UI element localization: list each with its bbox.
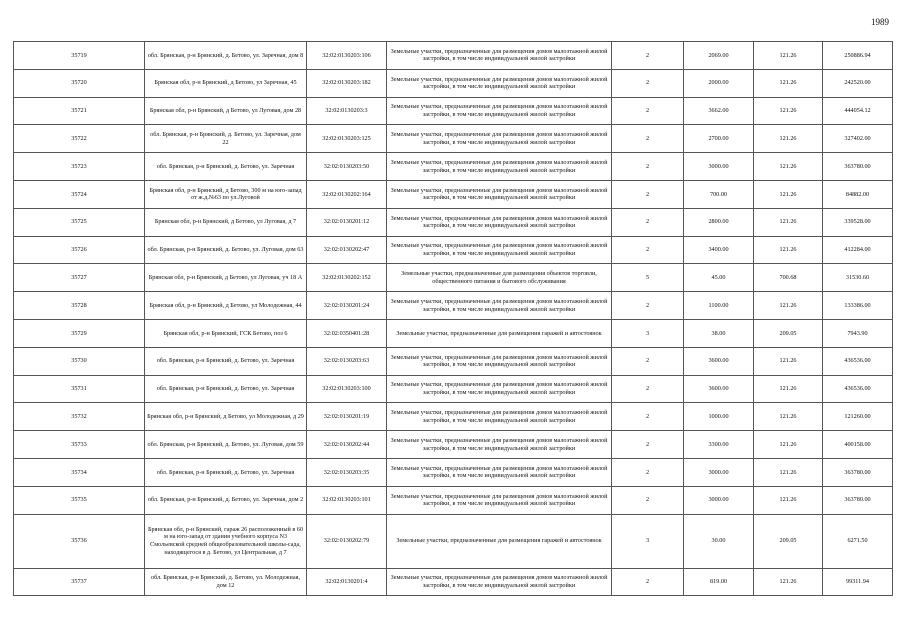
- group-number-cell: 2: [612, 403, 684, 431]
- cadastral-value-cell: 327402.00: [823, 125, 893, 153]
- row-number-cell: 35719: [14, 42, 145, 70]
- row-number-cell: 35723: [14, 153, 145, 181]
- area-cell: 30.00: [684, 514, 754, 568]
- address-cell: Брянская обл, р-н Брянский, д Бетово, ул Заречная, 45: [145, 69, 307, 97]
- area-cell: 2700.00: [684, 125, 754, 153]
- specific-value-cell: 121.26: [754, 375, 823, 403]
- row-number-cell: 35729: [14, 319, 145, 347]
- specific-value-cell: 121.26: [754, 153, 823, 181]
- row-number-cell: 35731: [14, 375, 145, 403]
- group-number-cell: 2: [612, 153, 684, 181]
- address-cell: Брянская обл, р-н Брянский, гараж 26 расположенный в 60 м на юго-запад от здания учебного корпуса N3 Смольевской средней общеобразовательной школы-сада, находящегося в д. Бетово, ул Центральная, д 7: [145, 514, 307, 568]
- specific-value-cell: 209.05: [754, 514, 823, 568]
- cadastral-number-cell: 32:02:0130201:4: [307, 568, 387, 596]
- table-row: [14, 568, 893, 596]
- address-cell: обл. Брянская, р-н Брянский, д. Бетово, ул. Заречная, дом 22: [145, 125, 307, 153]
- group-number-cell: 2: [612, 458, 684, 486]
- cadastral-value-cell: 84882.00: [823, 180, 893, 208]
- table-row: [14, 180, 893, 208]
- table-body: [14, 42, 893, 596]
- row-number-cell: 35721: [14, 97, 145, 125]
- land-use-cell: Земельные участки, предназначенные для размещения домов малоэтажной жилой застройки, в том числе индивидуальной жилой застройки: [387, 486, 612, 514]
- row-number-cell: 35730: [14, 347, 145, 375]
- row-number-cell: 35725: [14, 208, 145, 236]
- area-cell: 1100.00: [684, 292, 754, 320]
- row-number-cell: 35734: [14, 458, 145, 486]
- group-number-cell: 2: [612, 42, 684, 70]
- land-use-cell: Земельные участки, предназначенные для размещения домов малоэтажной жилой застройки, в том числе индивидуальной жилой застройки: [387, 125, 612, 153]
- cadastral-value-cell: 133386.00: [823, 292, 893, 320]
- table-row: [14, 208, 893, 236]
- land-use-cell: Земельные участки, предназначенные для размещения объектов торговли, общественного питания и бытового обслуживания: [387, 264, 612, 292]
- address-cell: Брянская обл, р-н Брянский, д Бетово, ул Луговая, уч 18 А: [145, 264, 307, 292]
- land-use-cell: Земельные участки, предназначенные для размещения домов малоэтажной жилой застройки, в том числе индивидуальной жилой застройки: [387, 458, 612, 486]
- cadastral-value-cell: 242520.00: [823, 69, 893, 97]
- address-cell: обл. Брянская, р-н Брянский, д. Бетово, ул. Заречная: [145, 153, 307, 181]
- cadastral-value-cell: 99311.94: [823, 568, 893, 596]
- row-number-cell: 35737: [14, 568, 145, 596]
- cadastral-number-cell: 32:02:0130202:47: [307, 236, 387, 264]
- table-row: [14, 514, 893, 568]
- area-cell: 2800.00: [684, 208, 754, 236]
- cadastral-value-cell: 436536.00: [823, 347, 893, 375]
- cadastral-number-cell: 32:02:0130203:63: [307, 347, 387, 375]
- specific-value-cell: 121.26: [754, 431, 823, 459]
- address-cell: обл. Брянская, р-н Брянский, д. Бетово, ул. Молодежная, дом 12: [145, 568, 307, 596]
- specific-value-cell: 121.26: [754, 292, 823, 320]
- cadastral-value-cell: 7943.90: [823, 319, 893, 347]
- land-use-cell: Земельные участки, предназначенные для размещения гаражей и автостоянок: [387, 514, 612, 568]
- row-number-cell: 35726: [14, 236, 145, 264]
- group-number-cell: 2: [612, 180, 684, 208]
- specific-value-cell: 121.26: [754, 180, 823, 208]
- cadastral-value-cell: 339528.00: [823, 208, 893, 236]
- table-row: [14, 347, 893, 375]
- table-row: [14, 292, 893, 320]
- row-number-cell: 35728: [14, 292, 145, 320]
- land-use-cell: Земельные участки, предназначенные для размещения гаражей и автостоянок: [387, 319, 612, 347]
- specific-value-cell: 121.26: [754, 125, 823, 153]
- area-cell: 700.00: [684, 180, 754, 208]
- land-use-cell: Земельные участки, предназначенные для размещения домов малоэтажной жилой застройки, в том числе индивидуальной жилой застройки: [387, 42, 612, 70]
- address-cell: Брянская обл, р-н Брянский, ГСК Бетово, поз 6: [145, 319, 307, 347]
- land-use-cell: Земельные участки, предназначенные для размещения домов малоэтажной жилой застройки, в том числе индивидуальной жилой застройки: [387, 431, 612, 459]
- cadastral-value-cell: 363780.00: [823, 486, 893, 514]
- group-number-cell: 2: [612, 375, 684, 403]
- cadastral-value-cell: 31530.60: [823, 264, 893, 292]
- cadastral-value-cell: 400158.00: [823, 431, 893, 459]
- address-cell: обл. Брянская, р-н Брянский, д. Бетово, ул. Заречная: [145, 347, 307, 375]
- land-use-cell: Земельные участки, предназначенные для размещения домов малоэтажной жилой застройки, в том числе индивидуальной жилой застройки: [387, 69, 612, 97]
- specific-value-cell: 700.68: [754, 264, 823, 292]
- area-cell: 2069.00: [684, 42, 754, 70]
- land-use-cell: Земельные участки, предназначенные для размещения домов малоэтажной жилой застройки, в том числе индивидуальной жилой застройки: [387, 292, 612, 320]
- table-row: [14, 97, 893, 125]
- cadastral-number-cell: 32:02:0130202:164: [307, 180, 387, 208]
- address-cell: Брянская обл, р-н Брянский, д Бетово, ул Молодежная, д 29: [145, 403, 307, 431]
- group-number-cell: 3: [612, 319, 684, 347]
- cadastral-number-cell: 32:02:0350401:28: [307, 319, 387, 347]
- specific-value-cell: 121.26: [754, 208, 823, 236]
- table-row: [14, 69, 893, 97]
- area-cell: 45.00: [684, 264, 754, 292]
- group-number-cell: 2: [612, 431, 684, 459]
- group-number-cell: 3: [612, 514, 684, 568]
- specific-value-cell: 121.26: [754, 236, 823, 264]
- table-row: [14, 431, 893, 459]
- area-cell: 3400.00: [684, 236, 754, 264]
- address-cell: Брянская обл, р-н Брянский, д Бетово, ул Молодежная, 44: [145, 292, 307, 320]
- cadastral-number-cell: 32:02:0130201:19: [307, 403, 387, 431]
- land-use-cell: Земельные участки, предназначенные для размещения домов малоэтажной жилой застройки, в том числе индивидуальной жилой застройки: [387, 180, 612, 208]
- address-cell: Брянская обл, р-н Брянский, д Бетово, 300 м на юго-запад от ж.д.№63 по ул.Луговой: [145, 180, 307, 208]
- group-number-cell: 2: [612, 486, 684, 514]
- land-use-cell: Земельные участки, предназначенные для размещения домов малоэтажной жилой застройки, в том числе индивидуальной жилой застройки: [387, 403, 612, 431]
- cadastral-value-cell: 436536.00: [823, 375, 893, 403]
- row-number-cell: 35733: [14, 431, 145, 459]
- specific-value-cell: 121.26: [754, 69, 823, 97]
- address-cell: Брянская обл, р-н Брянский, д Бетово, ул Луговая, д 7: [145, 208, 307, 236]
- area-cell: 3000.00: [684, 486, 754, 514]
- cadastral-value-cell: 250886.94: [823, 42, 893, 70]
- group-number-cell: 2: [612, 236, 684, 264]
- table-row: [14, 458, 893, 486]
- area-cell: 3300.00: [684, 431, 754, 459]
- row-number-cell: 35732: [14, 403, 145, 431]
- group-number-cell: 2: [612, 208, 684, 236]
- table-row: [14, 403, 893, 431]
- table-row: [14, 264, 893, 292]
- group-number-cell: 2: [612, 69, 684, 97]
- cadastral-number-cell: 32:02:0130203:100: [307, 375, 387, 403]
- row-number-cell: 35735: [14, 486, 145, 514]
- row-number-cell: 35727: [14, 264, 145, 292]
- address-cell: обл. Брянская, р-н Брянский, д. Бетово, ул. Луговая, дом 63: [145, 236, 307, 264]
- table-row: [14, 486, 893, 514]
- address-cell: Брянская обл, р-н Брянский, д Бетово, ул Луговая, дом 28: [145, 97, 307, 125]
- cadastral-value-cell: 363780.00: [823, 458, 893, 486]
- row-number-cell: 35736: [14, 514, 145, 568]
- area-cell: 38.00: [684, 319, 754, 347]
- specific-value-cell: 121.26: [754, 97, 823, 125]
- group-number-cell: 2: [612, 347, 684, 375]
- cadastral-value-cell: 6271.50: [823, 514, 893, 568]
- group-number-cell: 2: [612, 125, 684, 153]
- page-number: 1989: [871, 17, 889, 27]
- cadastral-number-cell: 32:02:0130203:125: [307, 125, 387, 153]
- area-cell: 3662.00: [684, 97, 754, 125]
- cadastral-number-cell: 32:02:0130203:3: [307, 97, 387, 125]
- table-row: [14, 375, 893, 403]
- address-cell: обл. Брянская, р-н Брянский, д. Бетово, ул. Заречная: [145, 458, 307, 486]
- cadastral-number-cell: 32:02:0130203:35: [307, 458, 387, 486]
- group-number-cell: 5: [612, 264, 684, 292]
- address-cell: обл. Брянская, р-н Брянский, д. Бетово, ул. Заречная: [145, 375, 307, 403]
- cadastral-value-table: [13, 41, 893, 596]
- land-use-cell: Земельные участки, предназначенные для размещения домов малоэтажной жилой застройки, в том числе индивидуальной жилой застройки: [387, 375, 612, 403]
- land-use-cell: Земельные участки, предназначенные для размещения домов малоэтажной жилой застройки, в том числе индивидуальной жилой застройки: [387, 97, 612, 125]
- land-use-cell: Земельные участки, предназначенные для размещения домов малоэтажной жилой застройки, в том числе индивидуальной жилой застройки: [387, 236, 612, 264]
- area-cell: 3000.00: [684, 458, 754, 486]
- group-number-cell: 2: [612, 568, 684, 596]
- specific-value-cell: 121.26: [754, 458, 823, 486]
- area-cell: 3600.00: [684, 375, 754, 403]
- table-row: [14, 236, 893, 264]
- land-use-cell: Земельные участки, предназначенные для размещения домов малоэтажной жилой застройки, в том числе индивидуальной жилой застройки: [387, 153, 612, 181]
- specific-value-cell: 121.26: [754, 347, 823, 375]
- area-cell: 3600.00: [684, 347, 754, 375]
- cadastral-number-cell: 32:02:0130201:24: [307, 292, 387, 320]
- specific-value-cell: 121.26: [754, 568, 823, 596]
- address-cell: обл. Брянская, р-н Брянский, д. Бетово, ул. Луговая, дом 59: [145, 431, 307, 459]
- row-number-cell: 35722: [14, 125, 145, 153]
- cadastral-value-cell: 121260.00: [823, 403, 893, 431]
- cadastral-value-cell: 363780.00: [823, 153, 893, 181]
- cadastral-number-cell: 32:02:0130203:106: [307, 42, 387, 70]
- address-cell: обл. Брянская, р-н Брянский, д. Бетово, ул. Заречная, дом 8: [145, 42, 307, 70]
- specific-value-cell: 121.26: [754, 42, 823, 70]
- area-cell: 1000.00: [684, 403, 754, 431]
- cadastral-number-cell: 32:02:0130203:182: [307, 69, 387, 97]
- area-cell: 2000.00: [684, 69, 754, 97]
- area-cell: 819.00: [684, 568, 754, 596]
- cadastral-value-cell: 444054.12: [823, 97, 893, 125]
- area-cell: 3000.00: [684, 153, 754, 181]
- group-number-cell: 2: [612, 97, 684, 125]
- cadastral-number-cell: 32:02:0130202:152: [307, 264, 387, 292]
- specific-value-cell: 121.26: [754, 403, 823, 431]
- table-row: [14, 125, 893, 153]
- address-cell: обл. Брянская, р-н Брянский, д. Бетово, ул. Заречная, дом 2: [145, 486, 307, 514]
- group-number-cell: 2: [612, 292, 684, 320]
- table-row: [14, 319, 893, 347]
- row-number-cell: 35724: [14, 180, 145, 208]
- cadastral-number-cell: 32:02:0130202:44: [307, 431, 387, 459]
- cadastral-number-cell: 32:02:0130203:50: [307, 153, 387, 181]
- land-use-cell: Земельные участки, предназначенные для размещения домов малоэтажной жилой застройки, в том числе индивидуальной жилой застройки: [387, 568, 612, 596]
- specific-value-cell: 209.05: [754, 319, 823, 347]
- land-use-cell: Земельные участки, предназначенные для размещения домов малоэтажной жилой застройки, в том числе индивидуальной жилой застройки: [387, 347, 612, 375]
- cadastral-number-cell: 32:02:0130201:12: [307, 208, 387, 236]
- cadastral-number-cell: 32:02:0130203:101: [307, 486, 387, 514]
- specific-value-cell: 121.26: [754, 486, 823, 514]
- row-number-cell: 35720: [14, 69, 145, 97]
- cadastral-value-cell: 412284.00: [823, 236, 893, 264]
- table-row: [14, 153, 893, 181]
- cadastral-number-cell: 32:02:0130202:79: [307, 514, 387, 568]
- land-use-cell: Земельные участки, предназначенные для размещения домов малоэтажной жилой застройки, в том числе индивидуальной жилой застройки: [387, 208, 612, 236]
- table-row: [14, 42, 893, 70]
